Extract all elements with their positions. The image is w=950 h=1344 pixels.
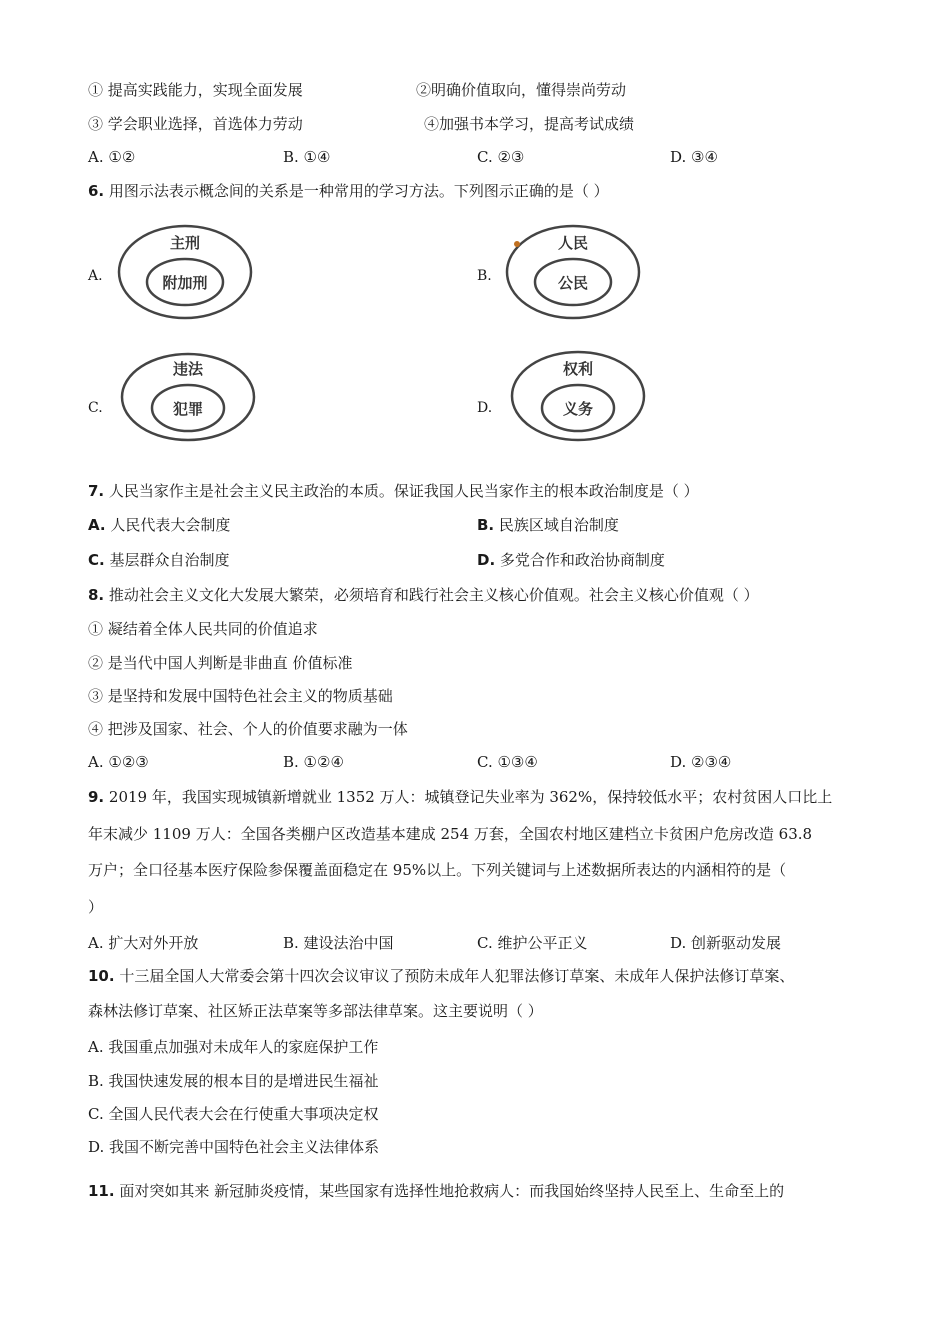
q6-diagram-c[interactable]	[118, 350, 258, 444]
q6-diagram-d-outer: 权利	[562, 360, 594, 378]
q8-item-2: ② 是当代中国人判断是非曲直 价值标准	[88, 654, 353, 672]
q10-stem-line-2: 森林法修订草案、社区矫正法草案等多部法律草案。这主要说明（ ）	[88, 1002, 543, 1020]
q6-diagram-c-inner: 犯罪	[172, 400, 204, 418]
q8-option-d[interactable]: D. ②③④	[670, 753, 732, 771]
q9-option-b[interactable]: B. 建设法治中国	[283, 934, 394, 952]
q8-item-1: ① 凝结着全体人民共同的价值追求	[88, 620, 318, 638]
q6-diagram-c-outer: 违法	[172, 360, 204, 378]
q6-diagram-b[interactable]	[503, 222, 643, 322]
q7-option-d[interactable]: D. 多党合作和政治协商制度	[477, 551, 665, 569]
q6-stem: 6. 用图示法表示概念间的关系是一种常用的学习方法。下列图示正确的是（ ）	[88, 182, 609, 200]
q6-option-d-label[interactable]: D.	[477, 400, 493, 416]
q6-diagram-d[interactable]	[508, 348, 648, 444]
q10-option-a[interactable]: A. 我国重点加强对未成年人的家庭保护工作	[88, 1038, 379, 1056]
q8-option-a[interactable]: A. ①②③	[88, 753, 149, 771]
q7-option-a[interactable]: A. 人民代表大会制度	[88, 516, 231, 534]
q5-item-3: ③ 学会职业选择，首选体力劳动	[88, 115, 303, 133]
q9-stem-line-2: 年末减少 1109 万人：全国各类棚户区改造基本建成 254 万套，全国农村地区建档立卡贫困户危房改造 63.8	[88, 825, 813, 843]
q9-stem-line-4: ）	[88, 898, 104, 916]
q10-option-b[interactable]: B. 我国快速发展的根本目的是增进民生福祉	[88, 1072, 379, 1090]
q10-option-c[interactable]: C. 全国人民代表大会在行使重大事项决定权	[88, 1105, 379, 1123]
q9-option-c[interactable]: C. 维护公平正义	[477, 934, 588, 952]
q9-stem-line-1: 9. 2019 年，我国实现城镇新增就业 1352 万人：城镇登记失业率为 362%，保持较低水平；农村贫困人口比上	[88, 788, 833, 806]
q5-item-2: ②明确价值取向，懂得崇尚劳动	[416, 81, 627, 99]
q5-option-b[interactable]: B. ①④	[283, 148, 331, 166]
q7-option-c[interactable]: C. 基层群众自治制度	[88, 551, 230, 569]
q6-diagram-a-outer: 主刑	[169, 234, 201, 252]
q5-option-a[interactable]: A. ①②	[88, 148, 136, 166]
q8-option-c[interactable]: C. ①③④	[477, 753, 538, 771]
q11-stem: 11. 面对突如其来 新冠肺炎疫情，某些国家有选择性地抢救病人：而我国始终坚持人民至上、生命至上的	[88, 1182, 785, 1200]
q9-option-d[interactable]: D. 创新驱动发展	[670, 934, 782, 952]
q7-stem: 7. 人民当家作主是社会主义民主政治的本质。保证我国人民当家作主的根本政治制度是（ ）	[88, 482, 699, 500]
orange-dot-icon	[514, 241, 520, 247]
q10-option-d[interactable]: D. 我国不断完善中国特色社会主义法律体系	[88, 1138, 380, 1156]
q5-item-1: ① 提高实践能力，实现全面发展	[88, 81, 303, 99]
q8-item-3: ③ 是坚持和发展中国特色社会主义的物质基础	[88, 687, 393, 705]
q5-option-c[interactable]: C. ②③	[477, 148, 525, 166]
q5-item-4: ④加强书本学习，提高考试成绩	[424, 115, 635, 133]
q8-option-b[interactable]: B. ①②④	[283, 753, 344, 771]
q10-stem-line-1: 10. 十三届全国人大常委会第十四次会议审议了预防未成年人犯罪法修订草案、未成年人保护法修订草案、	[88, 967, 795, 985]
q8-item-4: ④ 把涉及国家、社会、个人的价值要求融为一体	[88, 720, 408, 738]
q6-diagram-a-inner: 附加刑	[162, 274, 208, 292]
q6-option-b-label[interactable]: B.	[477, 268, 492, 284]
q6-option-a-label[interactable]: A.	[88, 268, 103, 284]
q6-diagram-b-outer: 人民	[557, 234, 589, 252]
q6-diagram-d-inner: 义务	[562, 400, 594, 418]
q5-option-d[interactable]: D. ③④	[670, 148, 718, 166]
q6-diagram-a[interactable]	[115, 222, 255, 322]
q8-stem: 8. 推动社会主义文化大发展大繁荣，必须培育和践行社会主义核心价值观。社会主义核心价值观（ ）	[88, 586, 759, 604]
q9-option-a[interactable]: A. 扩大对外开放	[88, 934, 199, 952]
q9-stem-line-3: 万户；全口径基本医疗保险参保覆盖面稳定在 95%以上。下列关键词与上述数据所表达的内涵相符的是（	[88, 861, 787, 879]
q6-diagram-b-inner: 公民	[557, 274, 589, 292]
q7-option-b[interactable]: B. 民族区域自治制度	[477, 516, 619, 534]
q6-option-c-label[interactable]: C.	[88, 400, 103, 416]
